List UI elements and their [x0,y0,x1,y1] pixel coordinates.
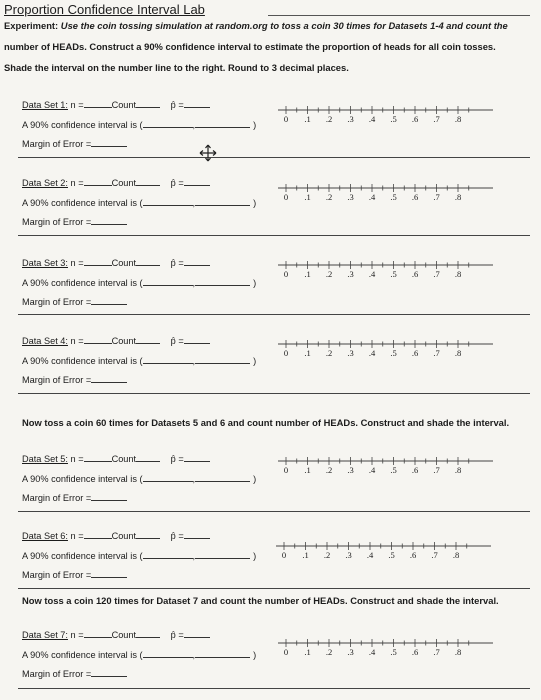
section-separator [18,157,530,158]
number-line[interactable] [278,635,493,665]
tick-label: 0 [283,192,289,202]
moe-label: Margin of Error = [22,139,92,149]
tick-label: .4 [368,465,376,475]
number-line[interactable] [278,180,493,210]
tick-label: .6 [411,269,419,279]
experiment-line-3: Shade the interval on the number line to the right. Round to 3 decimal places. [4,62,349,73]
moe-label: Margin of Error = [22,375,92,385]
tick-label: .3 [347,192,354,202]
tick-label: .3 [347,647,354,657]
tick-label: .4 [366,550,374,560]
moe-label: Margin of Error = [22,493,92,503]
dataset-name: Data Set 5: [22,454,68,464]
phat-blank[interactable] [184,538,210,539]
ci-lower-blank[interactable] [143,657,193,658]
instruction-one-twenty: Now toss a coin 120 times for Dataset 7 and count the number of HEADs. Construct and shade the interval. [22,595,499,606]
close-paren: ) [253,356,257,366]
phat-label: p̂ = [170,258,184,268]
ci-row [22,198,256,208]
ci-lower-blank[interactable] [143,558,193,559]
ci-upper-blank[interactable] [195,363,250,364]
tick-label: .3 [347,465,354,475]
experiment-line-1 [4,20,508,31]
instruction-sixty: Now toss a coin 60 times for Datasets 5 and 6 and count number of HEADs. Construct and shade the interval. [22,417,510,428]
ci-row [22,120,256,130]
count-blank[interactable] [136,265,160,266]
ci-upper-blank[interactable] [195,205,250,206]
tick-label: .7 [433,348,440,358]
moe-row [22,669,127,679]
number-line[interactable] [276,538,491,568]
phat-blank[interactable] [184,185,210,186]
tick-label: .8 [454,192,462,202]
dataset-header-row [22,531,210,541]
dataset-name: Data Set 2: [22,178,68,188]
experiment-text: Use the coin tossing simulation at random.org to toss a coin 30 times for Datasets 1-4 and count the [60,20,508,31]
tick-label: .6 [411,192,419,202]
moe-blank[interactable] [91,382,127,383]
open-paren: ( [139,650,143,660]
phat-blank[interactable] [184,461,210,462]
open-paren: ( [139,278,143,288]
n-label: n = [70,336,84,346]
ci-label: A 90% confidence interval is [22,551,137,561]
ci-row [22,474,256,484]
comma: , [192,120,196,130]
phat-blank[interactable] [184,265,210,266]
section-separator [18,688,530,689]
tick-label: .5 [390,114,397,124]
tick-label: .3 [347,114,354,124]
tick-label: .2 [325,348,333,358]
tick-label: .2 [325,647,333,657]
n-blank[interactable] [84,107,112,108]
ci-label: A 90% confidence interval is [22,278,137,288]
experiment-label: Experiment: [4,20,59,31]
tick-label: .7 [433,192,440,202]
moe-row [22,217,127,227]
n-blank[interactable] [84,265,112,266]
open-paren: ( [139,198,143,208]
close-paren: ) [253,278,257,288]
ci-row [22,278,256,288]
ci-upper-blank[interactable] [195,481,250,482]
open-paren: ( [139,474,143,484]
tick-label: .5 [390,348,397,358]
count-blank[interactable] [136,538,160,539]
count-label: Count [111,258,137,268]
comma: , [192,356,196,366]
dataset-name: Data Set 1: [22,100,68,110]
tick-label: .1 [302,550,309,560]
dataset-name: Data Set 4: [22,336,68,346]
ci-label: A 90% confidence interval is [22,474,137,484]
tick-label: .7 [433,465,440,475]
title-rule [268,15,530,16]
ci-row [22,356,256,366]
tick-label: .5 [390,192,397,202]
tick-label: .1 [304,465,311,475]
tick-label: .4 [368,192,376,202]
tick-label: .6 [411,348,419,358]
tick-label: .8 [454,647,462,657]
open-paren: ( [139,356,143,366]
tick-label: .5 [390,269,397,279]
n-blank[interactable] [84,343,112,344]
comma: , [192,278,196,288]
section-separator [18,235,530,236]
open-paren: ( [139,120,143,130]
close-paren: ) [253,474,257,484]
tick-label: .4 [368,114,376,124]
count-label: Count [111,630,137,640]
close-paren: ) [253,198,257,208]
tick-label: .1 [304,192,311,202]
ci-row [22,650,256,660]
tick-label: .6 [411,114,419,124]
tick-label: .5 [390,465,397,475]
number-line[interactable] [278,102,493,132]
count-label: Count [111,454,137,464]
tick-label: .2 [325,114,333,124]
dataset-header-row [22,100,210,110]
tick-label: 0 [283,348,289,358]
tick-label: .7 [433,269,440,279]
tick-label: .1 [304,348,311,358]
moe-label: Margin of Error = [22,570,92,580]
move-cursor-icon [199,144,217,162]
moe-blank[interactable] [91,224,127,225]
tick-label: .7 [433,114,440,124]
open-paren: ( [139,551,143,561]
number-line[interactable] [278,453,493,483]
ci-lower-blank[interactable] [143,363,193,364]
section-separator [18,314,530,315]
tick-label: .3 [347,348,354,358]
ci-row [22,551,256,561]
n-blank[interactable] [84,538,112,539]
count-label: Count [111,531,137,541]
phat-blank[interactable] [184,637,210,638]
tick-label: .6 [411,647,419,657]
ci-label: A 90% confidence interval is [22,650,137,660]
section-separator [18,588,530,589]
phat-label: p̂ = [170,178,184,188]
tick-label: .6 [409,550,417,560]
count-blank[interactable] [136,461,160,462]
n-label: n = [70,531,84,541]
ci-lower-blank[interactable] [143,285,193,286]
experiment-line-2: number of HEADs. Construct a 90% confidence interval to estimate the proportion of heads for all coin tosses. [4,41,496,52]
n-label: n = [70,630,84,640]
dataset-header-row [22,336,210,346]
dataset-name: Data Set 7: [22,630,68,640]
moe-row [22,297,127,307]
n-blank[interactable] [84,637,112,638]
phat-blank[interactable] [184,107,210,108]
moe-row [22,139,127,149]
comma: , [192,474,196,484]
phat-label: p̂ = [170,336,184,346]
tick-label: .5 [390,647,397,657]
count-blank[interactable] [136,107,160,108]
tick-label: .8 [454,114,462,124]
n-blank[interactable] [84,461,112,462]
tick-label: .7 [433,647,440,657]
phat-label: p̂ = [170,531,184,541]
tick-label: 0 [283,269,289,279]
comma: , [192,650,196,660]
dataset-header-row [22,178,210,188]
moe-blank[interactable] [91,146,127,147]
ci-label: A 90% confidence interval is [22,198,137,208]
count-blank[interactable] [136,185,160,186]
tick-label: .2 [325,465,333,475]
tick-label: .8 [452,550,460,560]
phat-label: p̂ = [170,100,184,110]
ci-lower-blank[interactable] [143,481,193,482]
count-blank[interactable] [136,637,160,638]
count-label: Count [111,100,137,110]
moe-blank[interactable] [91,676,127,677]
moe-label: Margin of Error = [22,669,92,679]
tick-label: 0 [283,647,289,657]
number-line[interactable] [278,336,493,366]
tick-label: .2 [323,550,331,560]
number-line[interactable] [278,257,493,287]
page-title: Proportion Confidence Interval Lab [4,2,205,17]
tick-label: 0 [283,465,289,475]
ci-upper-blank[interactable] [195,558,250,559]
tick-label: .8 [454,465,462,475]
dataset-header-row [22,454,210,464]
tick-label: .8 [454,269,462,279]
n-label: n = [70,454,84,464]
comma: , [192,198,196,208]
n-label: n = [70,100,84,110]
phat-label: p̂ = [170,630,184,640]
tick-label: .1 [304,647,311,657]
close-paren: ) [253,650,257,660]
ci-label: A 90% confidence interval is [22,120,137,130]
moe-row [22,570,127,580]
moe-label: Margin of Error = [22,297,92,307]
dataset-name: Data Set 6: [22,531,68,541]
count-label: Count [111,178,137,188]
moe-label: Margin of Error = [22,217,92,227]
tick-label: .2 [325,269,333,279]
moe-blank[interactable] [91,577,127,578]
tick-label: .4 [368,647,376,657]
phat-blank[interactable] [184,343,210,344]
ci-label: A 90% confidence interval is [22,356,137,366]
tick-label: .7 [431,550,438,560]
count-label: Count [111,336,137,346]
tick-label: .3 [347,269,354,279]
moe-row [22,375,127,385]
dataset-header-row [22,630,210,640]
n-label: n = [70,178,84,188]
tick-label: .4 [368,348,376,358]
n-blank[interactable] [84,185,112,186]
moe-blank[interactable] [91,304,127,305]
close-paren: ) [253,551,257,561]
tick-label: .8 [454,348,462,358]
moe-blank[interactable] [91,500,127,501]
dataset-header-row [22,258,210,268]
tick-label: 0 [281,550,287,560]
tick-label: .3 [345,550,352,560]
tick-label: .4 [368,269,376,279]
moe-row [22,493,127,503]
phat-label: p̂ = [170,454,184,464]
tick-label: .2 [325,192,333,202]
section-separator [18,511,530,512]
ci-upper-blank[interactable] [195,127,250,128]
tick-label: 0 [283,114,289,124]
tick-label: .1 [304,114,311,124]
tick-label: .5 [388,550,395,560]
ci-lower-blank[interactable] [143,127,193,128]
count-blank[interactable] [136,343,160,344]
ci-upper-blank[interactable] [195,657,250,658]
close-paren: ) [253,120,257,130]
tick-label: .1 [304,269,311,279]
n-label: n = [70,258,84,268]
ci-lower-blank[interactable] [143,205,193,206]
comma: , [192,551,196,561]
section-separator [18,393,530,394]
tick-label: .6 [411,465,419,475]
ci-upper-blank[interactable] [195,285,250,286]
dataset-name: Data Set 3: [22,258,68,268]
